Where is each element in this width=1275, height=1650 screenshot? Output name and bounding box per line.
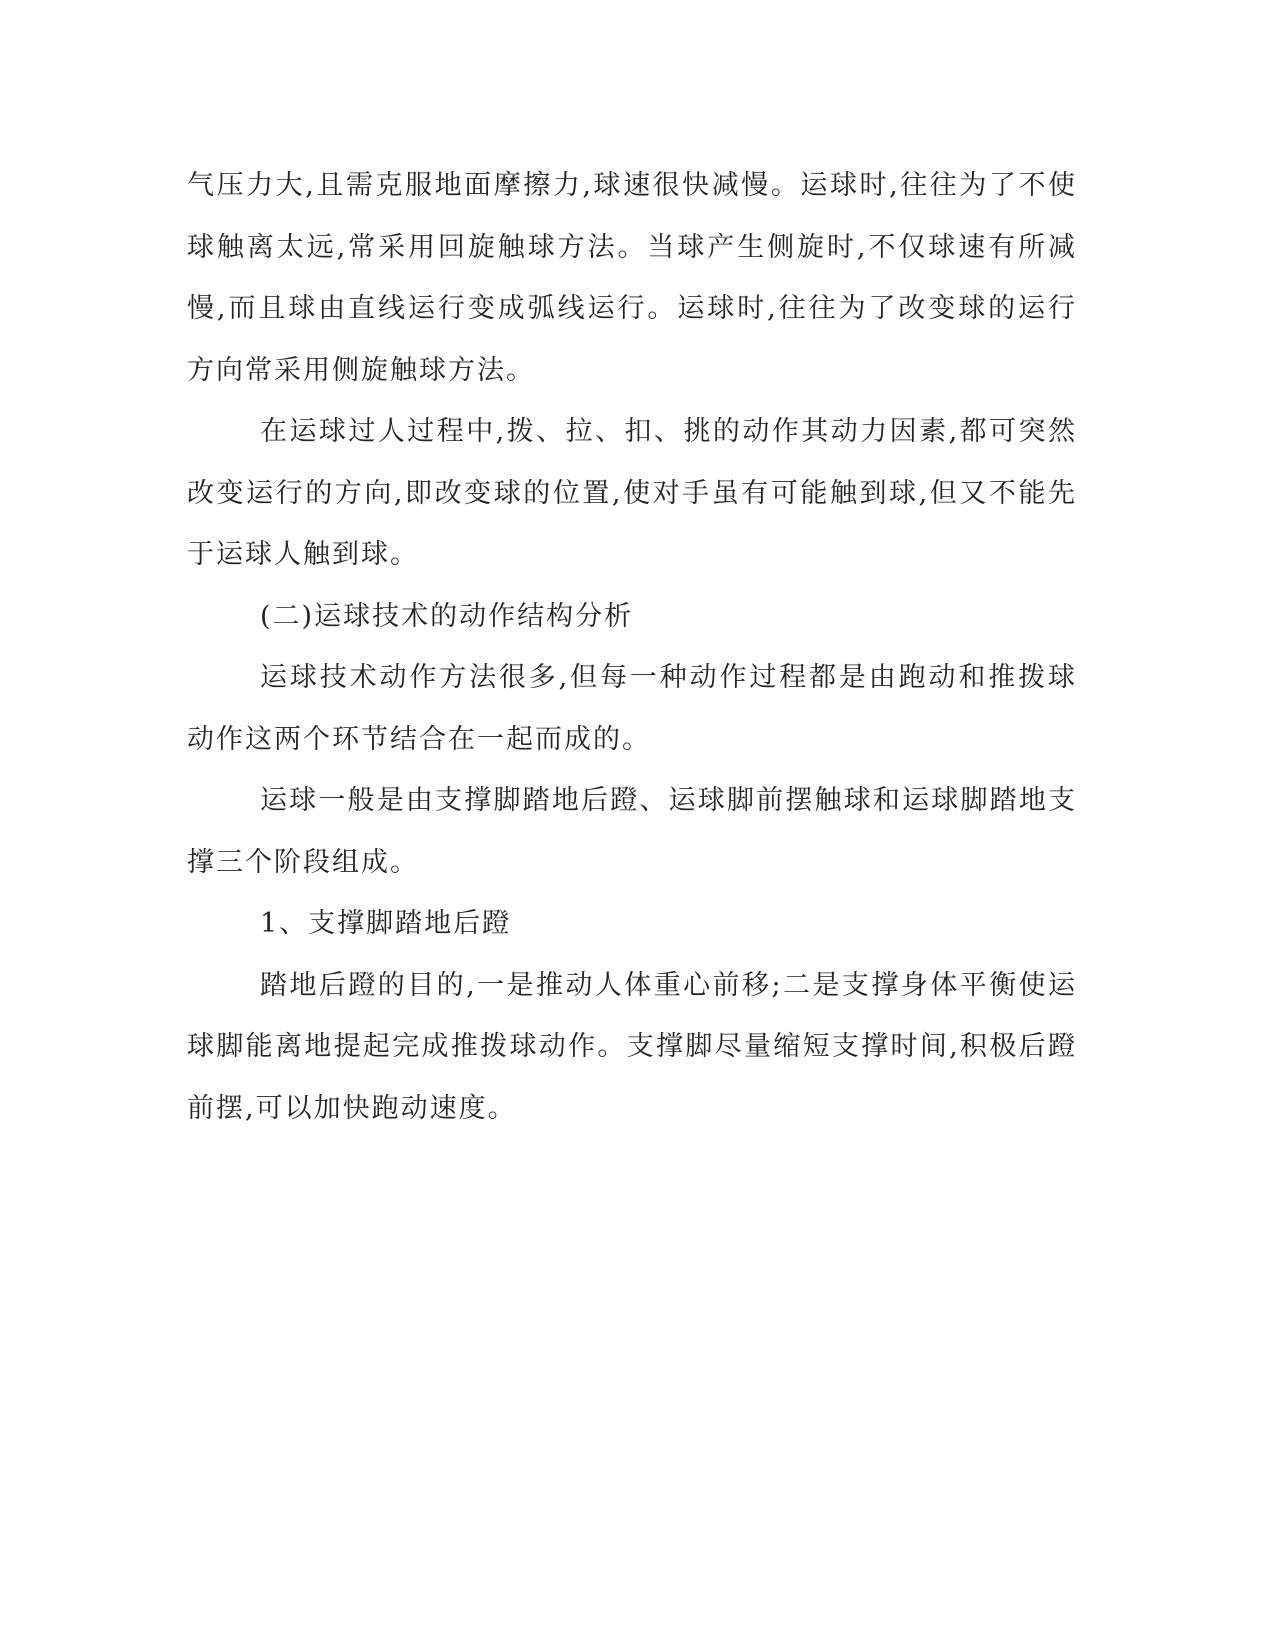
paragraph-3: 运球技术动作方法很多,但每一种动作过程都是由跑动和推拨球动作这两个环节结合在一起而成的。 <box>187 662 1077 755</box>
paragraph-1: 气压力大,且需克服地面摩擦力,球速很快减慢。运球时,往往为了不使球触离太远,常采用回旋触球方法。当球产生侧旋时,不仅球速有所减慢,而且球由直线运行变成弧线运行。运球时,往往为了改变球的运行方向常采用侧旋触球方法。 <box>187 170 1077 386</box>
document-body <box>187 155 1077 1139</box>
paragraph-5: 踏地后蹬的目的,一是推动人体重心前移;二是支撑身体平衡使运球脚能离地提起完成推拨球动作。支撑脚尽量缩短支撑时间,积极后蹬前摆,可以加快跑动速度。 <box>187 969 1077 1124</box>
paragraph-2: 在运球过人过程中,拨、拉、扣、挑的动作其动力因素,都可突然改变运行的方向,即改变球的位置,使对手虽有可能触到球,但又不能先于运球人触到球。 <box>187 416 1077 570</box>
paragraph-4: 运球一般是由支撑脚踏地后蹬、运球脚前摆触球和运球脚踏地支撑三个阶段组成。 <box>187 785 1077 878</box>
subsection-heading: 1、支撑脚踏地后蹬 <box>260 908 512 939</box>
section-heading: (二)运球技术的动作结构分析 <box>260 600 634 632</box>
